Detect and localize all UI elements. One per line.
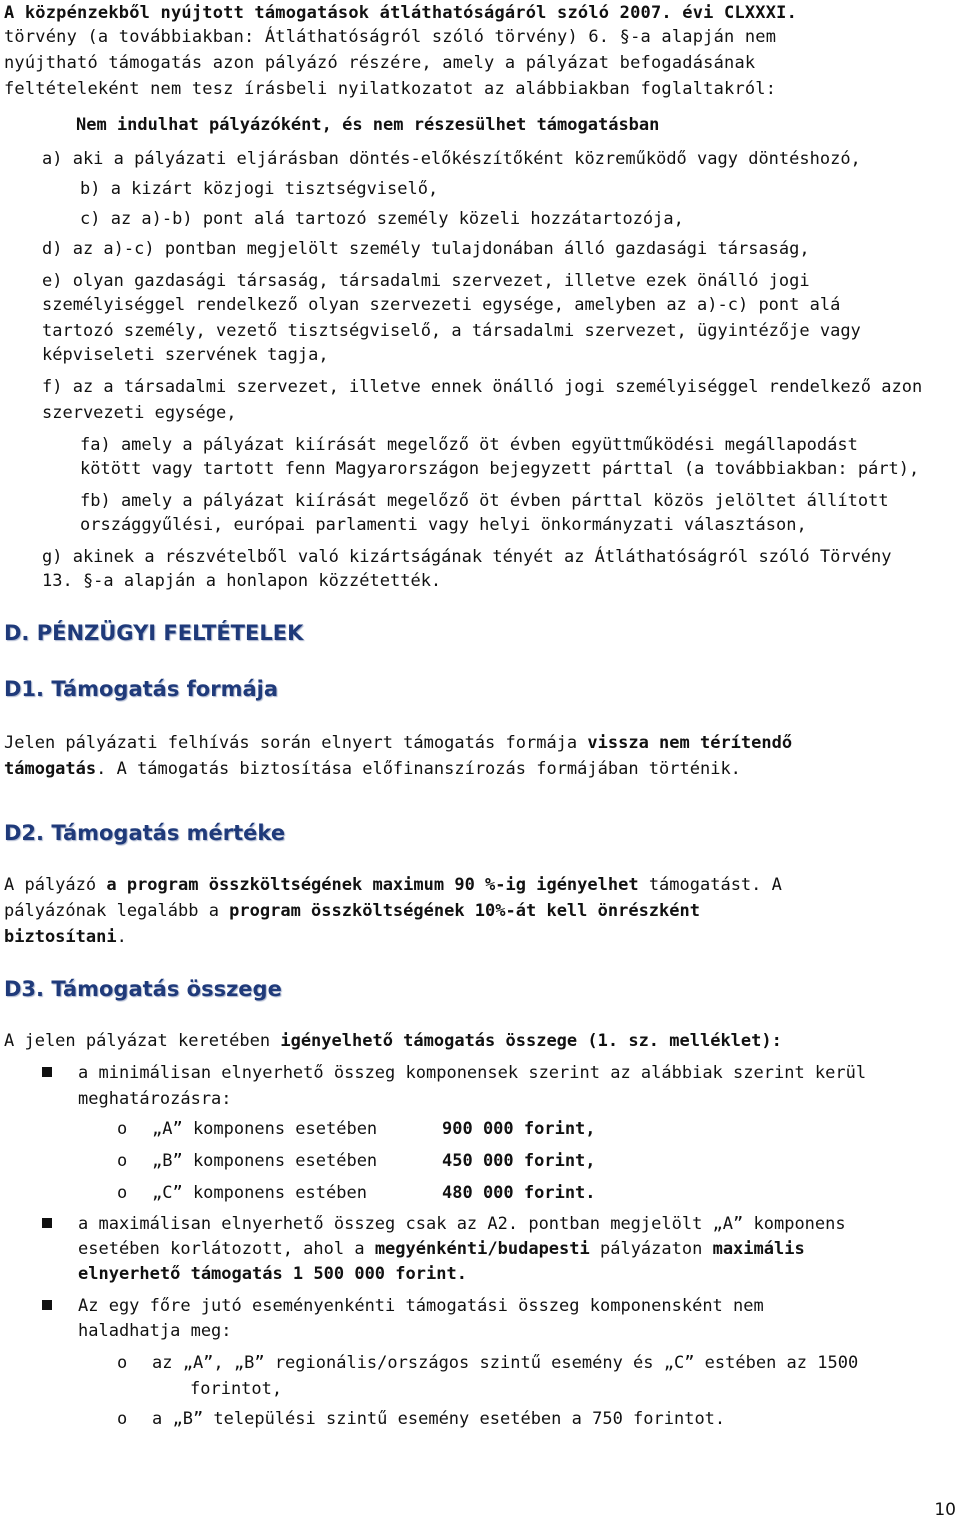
component-c-label: „C” komponens estében <box>152 1183 367 1203</box>
circle-bullet-icon: o <box>117 1353 128 1373</box>
component-a-amount: 900 000 forint, <box>442 1119 596 1139</box>
d3-intro-b: igényelhető támogatás összege (1. sz. melléklet): <box>280 1031 782 1051</box>
circle-bullet-icon: o <box>117 1409 128 1429</box>
d3-b2-c: pályázaton <box>589 1239 713 1259</box>
square-bullet-icon <box>42 1300 52 1310</box>
d3-heading: D3. Támogatás összege <box>4 977 282 1001</box>
intro-line-3: nyújtható támogatás azon pályázó részére, amely a pályázat befogadásának <box>4 53 756 73</box>
circle-bullet-icon: o <box>117 1183 128 1203</box>
d1-text-c: támogatás <box>4 759 97 779</box>
d1-heading: D1. Támogatás formája <box>4 677 278 701</box>
item-e-line-4: képviseleti szervének tagja, <box>42 345 329 365</box>
d3-sub-1-line-1: az „A”, „B” regionális/országos szintű esemény és „C” estében az 1500 <box>152 1353 859 1373</box>
d2-paragraph-line-2 <box>4 898 700 924</box>
d2-heading: D2. Támogatás mértéke <box>4 821 286 845</box>
d2-text-e: program összköltségének 10%-át kell önrészként <box>229 901 700 921</box>
d3-bullet-1-line-1: a minimálisan elnyerhető összeg komponensek szerint az alábbiak szerint kerül <box>78 1063 867 1083</box>
d3-sub-2: a „B” települési szintű esemény esetében a 750 forintot. <box>152 1409 726 1429</box>
section-d-heading: D. PÉNZÜGYI FELTÉTELEK <box>4 621 304 645</box>
d1-text-a: Jelen pályázati felhívás során elnyert támogatás formája <box>4 733 588 753</box>
page-number: 10 <box>934 1500 956 1520</box>
d3-bullet-2-line-3: elnyerhető támogatás 1 500 000 forint. <box>78 1264 467 1284</box>
d2-paragraph-line-3 <box>4 924 127 950</box>
d2-text-c: támogatást. A <box>638 875 782 895</box>
d2-text-b: a program összköltségének maximum 90 %-ig igényelhet <box>106 875 639 895</box>
component-c-amount: 480 000 forint. <box>442 1183 596 1203</box>
component-b-amount: 450 000 forint, <box>442 1151 596 1171</box>
exclusion-heading: Nem indulhat pályázóként, és nem részesülhet támogatásban <box>76 115 660 135</box>
item-d: d) az a)-c) pontban megjelölt személy tulajdonában álló gazdasági társaság, <box>42 239 810 259</box>
d2-text-g: . <box>116 927 127 947</box>
intro-line-1: A közpénzekből nyújtott támogatások átláthatóságáról szóló 2007. évi CLXXXI. <box>4 3 798 23</box>
d3-intro-a: A jelen pályázat keretében <box>4 1031 281 1051</box>
d3-bullet-3-line-2: haladhatja meg: <box>78 1321 232 1341</box>
d3-bullet-3-line-1: Az egy főre jutó eseményenkénti támogatási összeg komponensként nem <box>78 1296 764 1316</box>
item-e-line-2: személyiséggel rendelkező olyan szervezeti egysége, amelyben az a)-c) pont alá <box>42 295 841 315</box>
d3-intro <box>4 1028 782 1054</box>
intro-line-4: feltételeként nem tesz írásbeli nyilatkozatot az alábbiakban foglaltakról: <box>4 79 777 99</box>
d3-bullet-2-line-1: a maximálisan elnyerhető összeg csak az A2. pontban megjelölt „A” komponens <box>78 1214 846 1234</box>
d1-text-b: vissza nem térítendő <box>587 733 793 753</box>
d2-text-d: pályázónak legalább a <box>4 901 230 921</box>
d2-text-f: biztosítani <box>4 927 117 947</box>
component-a-label: „A” komponens esetében <box>152 1119 378 1139</box>
d3-bullet-2-line-2 <box>78 1236 805 1262</box>
item-fa-line-1: fa) amely a pályázat kiírását megelőző öt évben együttműködési megállapodást <box>80 435 858 455</box>
square-bullet-icon <box>42 1218 52 1228</box>
item-fb-line-1: fb) amely a pályázat kiírását megelőző öt évben párttal közös jelöltet állított <box>80 491 889 511</box>
d3-b2-a: esetében korlátozott, ahol a <box>78 1239 375 1259</box>
d3-b2-b: megyénkénti/budapesti <box>374 1239 590 1259</box>
d3-bullet-1-line-2: meghatározásra: <box>78 1089 232 1109</box>
intro-line-2: törvény (a továbbiakban: Átláthatóságról szóló törvény) 6. §-a alapján nem <box>4 27 777 47</box>
d3-b2-d: maximális <box>712 1239 805 1259</box>
circle-bullet-icon: o <box>117 1119 128 1139</box>
item-fb-line-2: országgyűlési, európai parlamenti vagy helyi önkormányzati választáson, <box>80 515 807 535</box>
d1-text-d: . A támogatás biztosítása előfinanszírozás formájában történik. <box>96 759 741 779</box>
item-g-line-2: 13. §-a alapján a honlapon közzétették. <box>42 571 442 591</box>
item-e-line-3: tartozó személy, vezető tisztségviselő, a társadalmi szervezet, ügyintézője vagy <box>42 321 861 341</box>
item-b: b) a kizárt közjogi tisztségviselő, <box>80 179 439 199</box>
d1-paragraph-line-2 <box>4 756 741 782</box>
item-g-line-1: g) akinek a részvételből való kizártságának tényét az Átláthatóságról szóló Törvény <box>42 547 892 567</box>
item-f-line-1: f) az a társadalmi szervezet, illetve ennek önálló jogi személyiséggel rendelkező azon <box>42 377 923 397</box>
item-f-line-2: szervezeti egysége, <box>42 403 237 423</box>
d2-text-a: A pályázó <box>4 875 107 895</box>
circle-bullet-icon: o <box>117 1151 128 1171</box>
item-c: c) az a)-b) pont alá tartozó személy közeli hozzátartozója, <box>80 209 684 229</box>
d3-sub-1-line-2: forintot, <box>190 1379 283 1399</box>
component-b-label: „B” komponens esetében <box>152 1151 378 1171</box>
item-a: a) aki a pályázati eljárásban döntés-előkészítőként közreműködő vagy döntéshozó, <box>42 149 861 169</box>
d2-paragraph-line-1 <box>4 872 782 898</box>
item-e-line-1: e) olyan gazdasági társaság, társadalmi szervezet, illetve ezek önálló jogi <box>42 271 810 291</box>
d1-paragraph-line-1 <box>4 730 792 756</box>
square-bullet-icon <box>42 1067 52 1077</box>
item-fa-line-2: kötött vagy tartott fenn Magyarországon bejegyzett párttal (a továbbiakban: párt), <box>80 459 920 479</box>
